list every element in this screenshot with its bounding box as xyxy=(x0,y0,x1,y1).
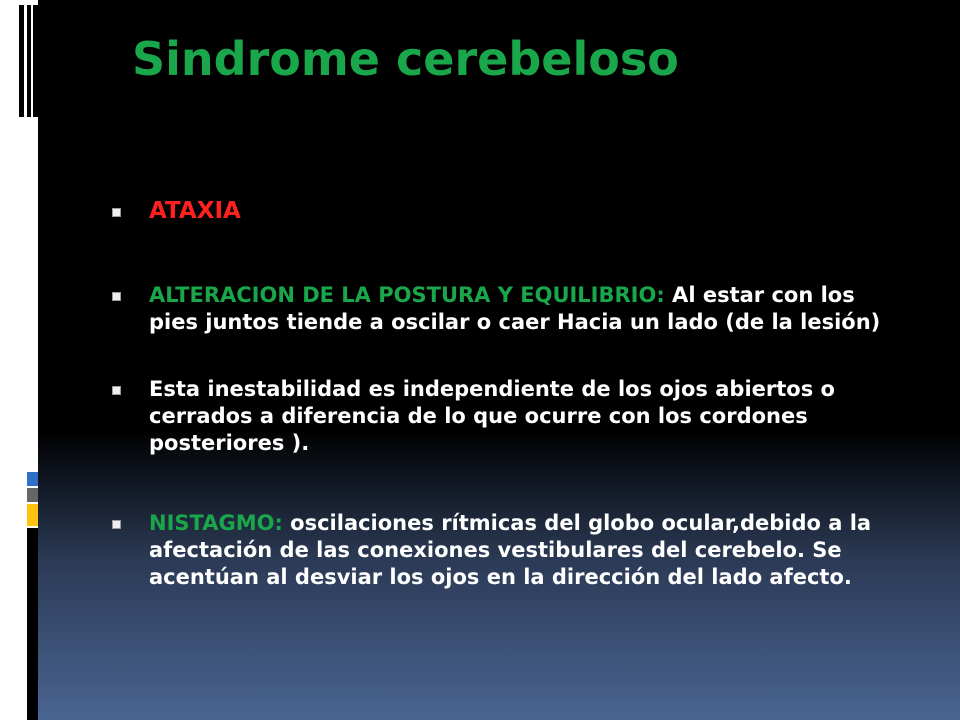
bullet-body: Esta inestabilidad es independiente de los ojos abiertos o cerrados a diferencia de lo que ocurre con los cordones posteriores ). xyxy=(149,377,835,455)
decorative-yellow-block xyxy=(27,504,38,526)
bullet-body: oscilaciones rítmicas del globo ocular,debido a la afectación de las conexiones vestibulares del cerebelo. Se acentúan al desviar los ojos en la dirección del lado afecto. xyxy=(149,511,872,589)
bullet-postura xyxy=(112,282,892,336)
slide-title: Sindrome cerebeloso xyxy=(132,32,679,86)
square-bullet-icon xyxy=(112,386,121,395)
bullet-ataxia xyxy=(112,198,892,225)
bullet-heading: ATAXIA xyxy=(149,198,241,224)
slide-content xyxy=(38,0,960,720)
decorative-black-bar xyxy=(27,528,38,720)
bullet-body: Al estar con los pies juntos tiende a oscilar o caer Hacia un lado (de la lesión) xyxy=(149,283,881,334)
decorative-bar xyxy=(27,5,31,117)
decorative-gray-block xyxy=(27,488,38,502)
square-bullet-icon xyxy=(112,292,121,301)
decorative-bar xyxy=(19,5,24,117)
decorative-blue-block xyxy=(27,472,38,486)
square-bullet-icon xyxy=(112,208,121,217)
square-bullet-icon xyxy=(112,520,121,529)
bullet-heading: ALTERACION DE LA POSTURA Y EQUILIBRIO: xyxy=(149,283,665,307)
bullet-nistagmo xyxy=(112,510,892,591)
bullet-heading: NISTAGMO: xyxy=(149,511,283,535)
bullet-inestabilidad xyxy=(112,376,892,457)
